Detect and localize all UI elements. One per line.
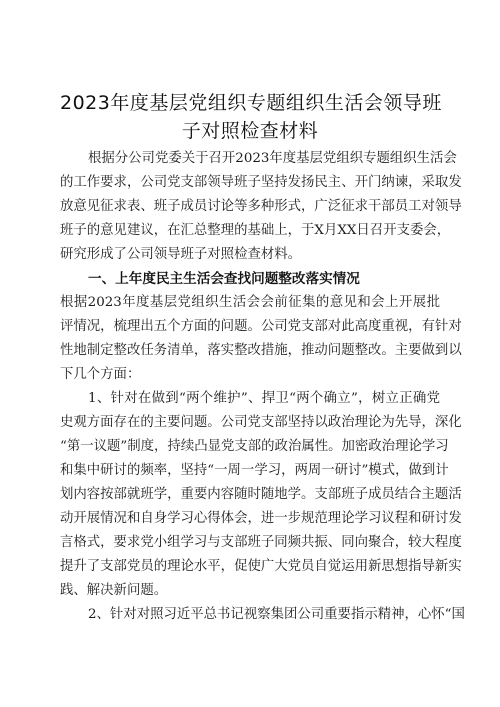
- item-2-line: 2、针对对照习近平总书记视察集团公司重要指示精神，心怀“国: [88, 607, 465, 622]
- item-1-line: 和集中研讨的频率，坚持“一周一学习，两周一研讨”模式，做到计: [60, 463, 449, 478]
- item-1-line: 史观方面存在的主要问题。公司党支部坚持以政治理论为先导，深化: [60, 415, 462, 430]
- section-1-paragraph-line: 下几个方面：: [60, 367, 141, 382]
- section-1-paragraph-line: 性地制定整改任务清单，落实整改措施，推动问题整改。主要做到以: [60, 343, 462, 358]
- item-1-line: 动开展情况和自身学习心得体会，进一步规范理论学习议程和研讨发: [60, 511, 462, 526]
- intro-paragraph-line: 的工作要求，公司党支部领导班子坚持发扬民主、开门纳谏，采取发: [60, 175, 462, 190]
- item-1-line: 言格式，要求党小组学习与支部班子同频共振、同向聚合，较大程度: [60, 535, 462, 550]
- section-1-heading: 一、上年度民主生活会查找问题整改落实情况: [88, 271, 360, 287]
- item-1-line: “第一议题”制度，持续凸显党支部的政治属性。加密政治理论学习: [60, 439, 449, 454]
- intro-paragraph-line: 放意见征求表、班子成员讨论等多种形式，广泛征求干部员工对领导: [60, 199, 462, 214]
- document-title-line-1: 2023年度基层党组织专题组织生活会领导班: [60, 92, 442, 114]
- intro-paragraph-line: 班子的意见建议，在汇总整理的基础上，于X月XX日召开支委会，: [60, 223, 451, 238]
- item-1-line: 提升了支部党员的理论水平，促使广大党员自觉运用新思想指导新实: [60, 559, 462, 574]
- section-1-paragraph-line: 评情况，梳理出五个方面的问题。公司党支部对此高度重视，有针对: [60, 319, 462, 334]
- section-1-paragraph-line: 根据2023年度基层党组织生活会会前征集的意见和会上开展批: [60, 295, 440, 310]
- document-title-line-2: 子对照检查材料: [181, 120, 319, 142]
- intro-paragraph-line: 研究形成了公司领导班子对照检查材料。: [60, 247, 302, 262]
- intro-paragraph-line: 根据分公司党委关于召开2023年度基层党组织专题组织生活会: [88, 151, 457, 166]
- item-1-line: 1、针对在做到“两个维护”、捍卫“两个确立”，树立正确党: [88, 391, 440, 406]
- item-1-line: 划内容按部就班学，重要内容随时随地学。支部班子成员结合主题活: [60, 487, 462, 502]
- item-1-line: 践、解决新问题。: [60, 583, 168, 598]
